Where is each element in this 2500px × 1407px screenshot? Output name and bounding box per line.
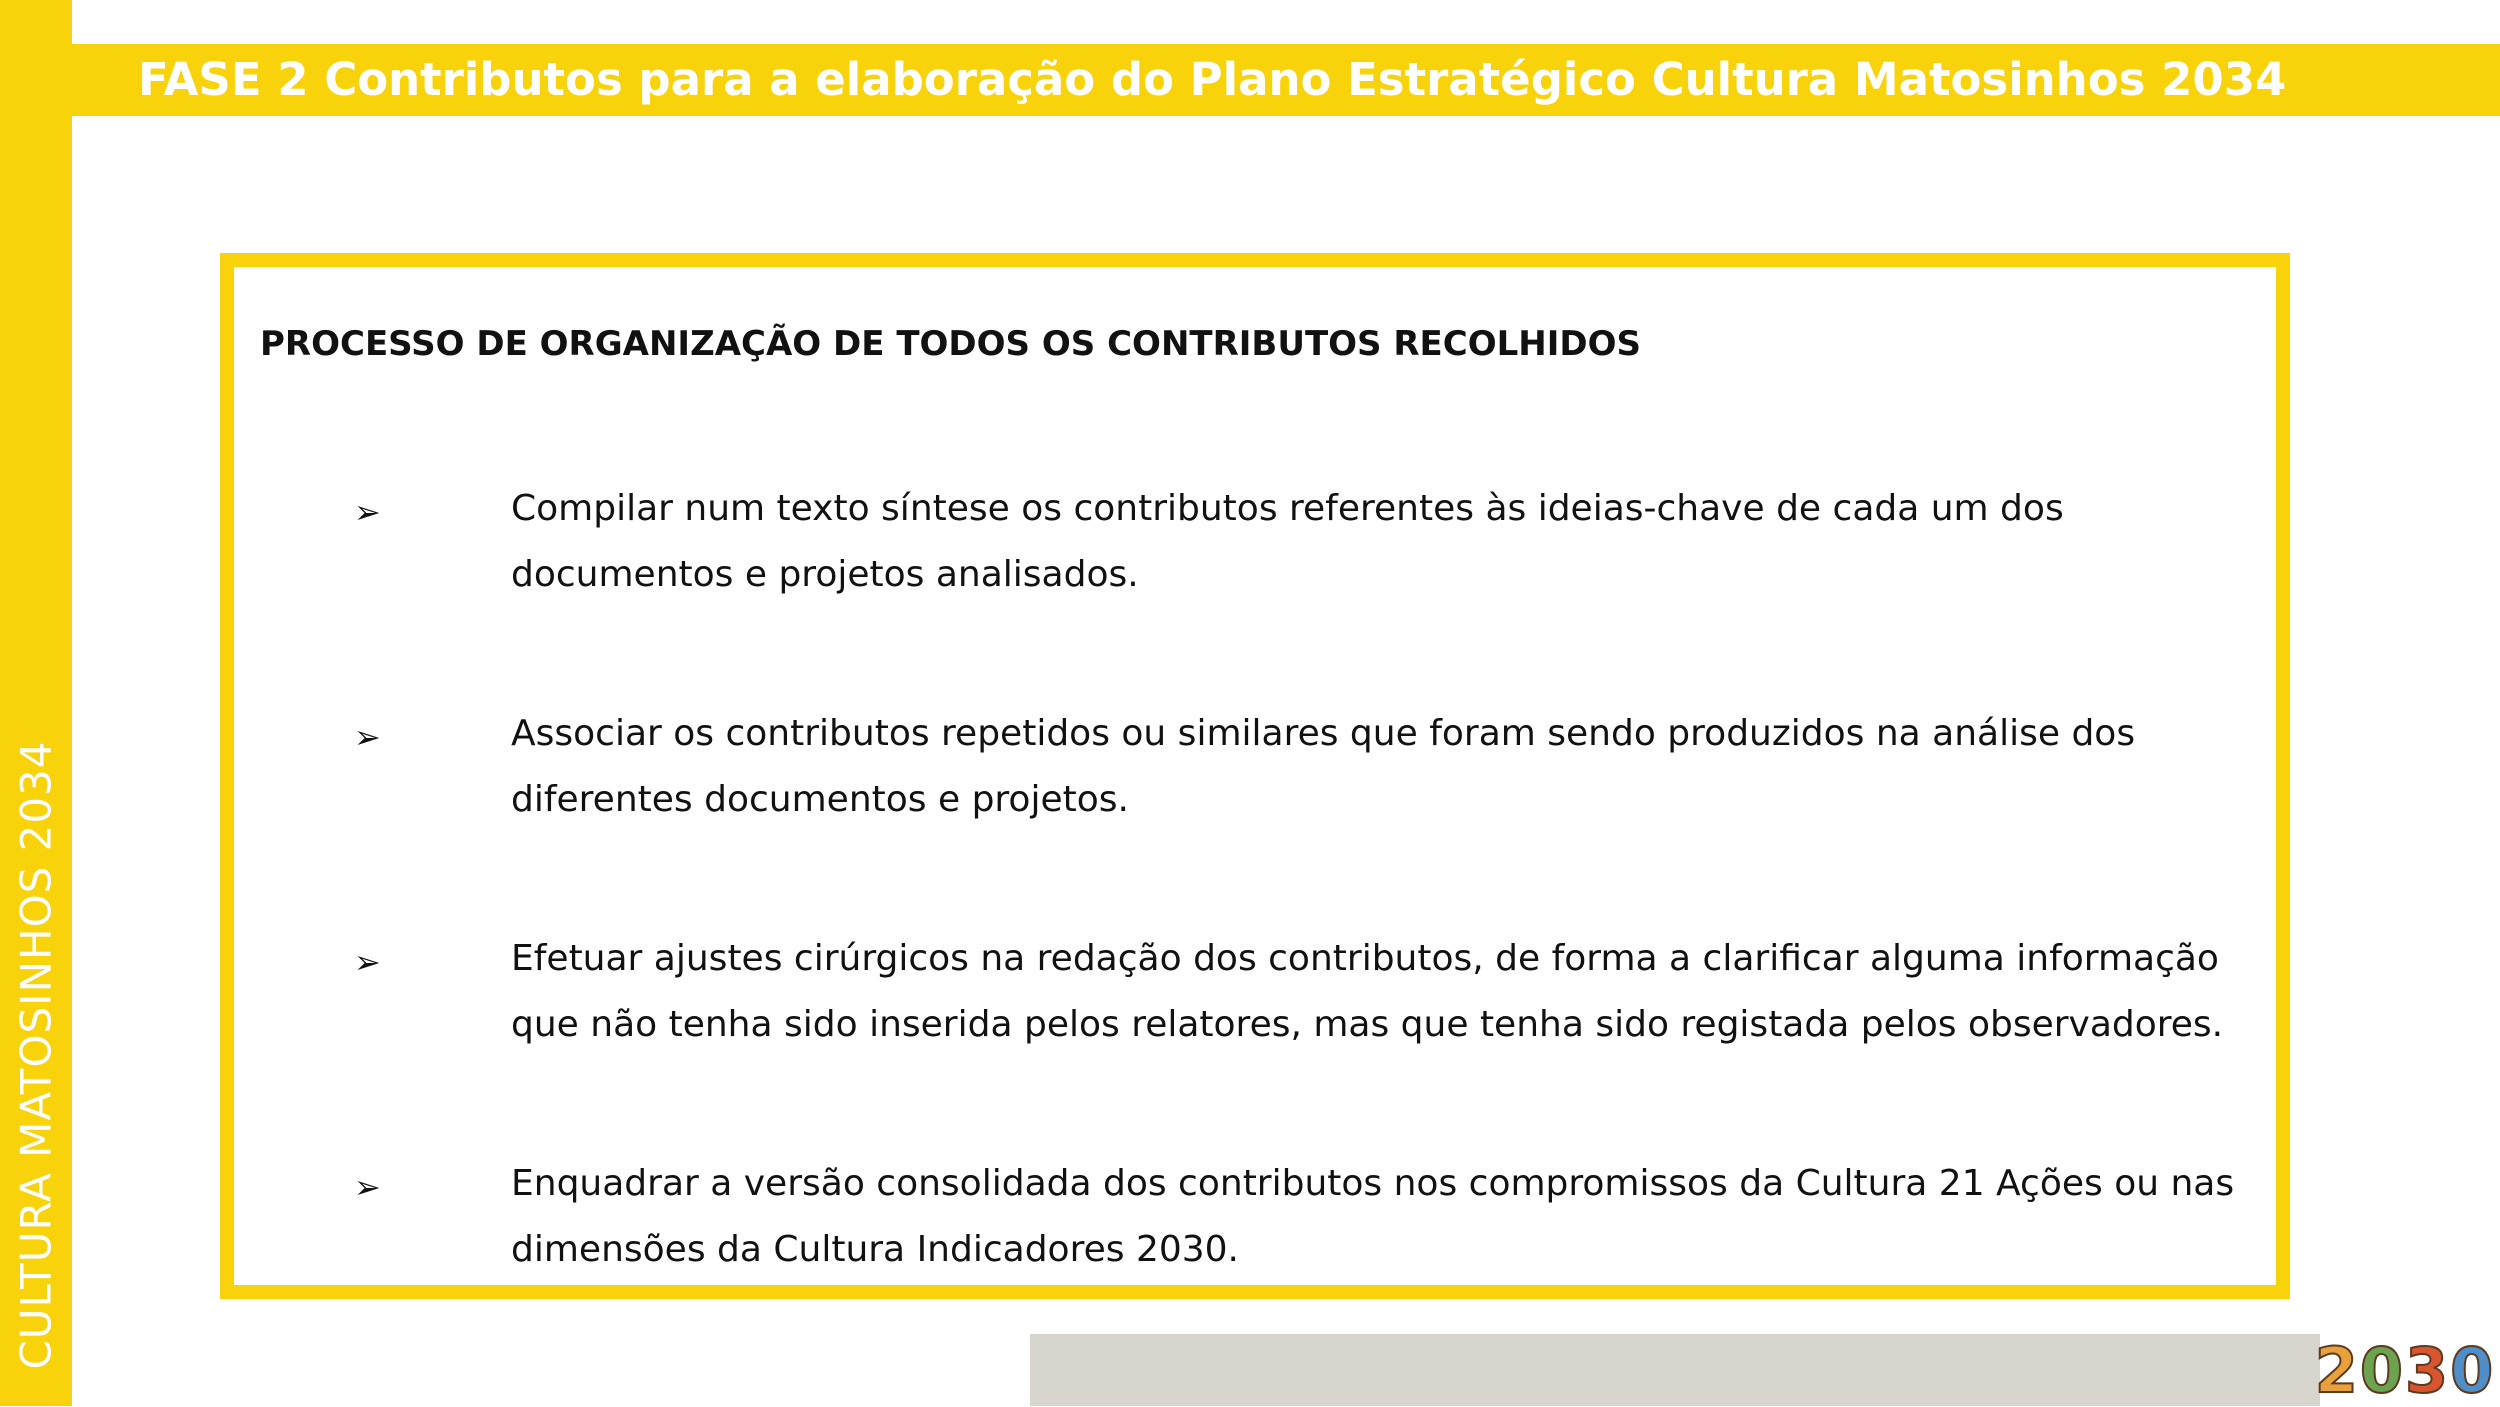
logo-digit: 0 <box>2450 1333 2496 1407</box>
footer-bar <box>1030 1334 2320 1406</box>
section-heading: PROCESSO DE ORGANIZAÇÃO DE TODOS OS CONTRIBUTOS RECOLHIDOS <box>260 324 1642 364</box>
logo-digit: 3 <box>2405 1333 2451 1407</box>
arrow-bullet-icon: ➢ <box>354 1168 381 1206</box>
logo-digit: 0 <box>2359 1333 2405 1407</box>
page-title: FASE 2 Contributos para a elaboração do Plano Estratégico Cultura Matosinhos 2034 <box>138 53 2287 106</box>
arrow-bullet-icon: ➢ <box>354 718 381 756</box>
logo-digit: 2 <box>2314 1333 2360 1407</box>
list-item-text: Enquadrar a versão consolidada dos contributos nos compromissos da Cultura 21 Ações ou nas dimensões da Cultura Indicadores 2030. <box>511 1163 2235 1270</box>
arrow-bullet-icon: ➢ <box>354 493 381 531</box>
side-bar <box>0 0 72 1406</box>
list-item-text: Efetuar ajustes cirúrgicos na redação dos contributos, de forma a clarificar alguma informação que não tenha sido inserida pelos relatores, mas que tenha sido registada pelos observadores. <box>511 938 2224 1045</box>
list-item-text: Compilar num texto síntese os contributos referentes às ideias-chave de cada um dos documentos e projetos analisados. <box>511 488 2064 595</box>
arrow-bullet-icon: ➢ <box>354 943 381 981</box>
title-banner <box>72 44 2500 116</box>
logo-2030 <box>2310 1334 2500 1406</box>
list-item-text: Associar os contributos repetidos ou similares que foram sendo produzidos na análise dos diferentes documentos e projetos. <box>511 713 2136 820</box>
side-bar-label: CULTURA MATOSINHOS 2034 <box>11 740 61 1370</box>
content-frame <box>220 253 2290 1299</box>
